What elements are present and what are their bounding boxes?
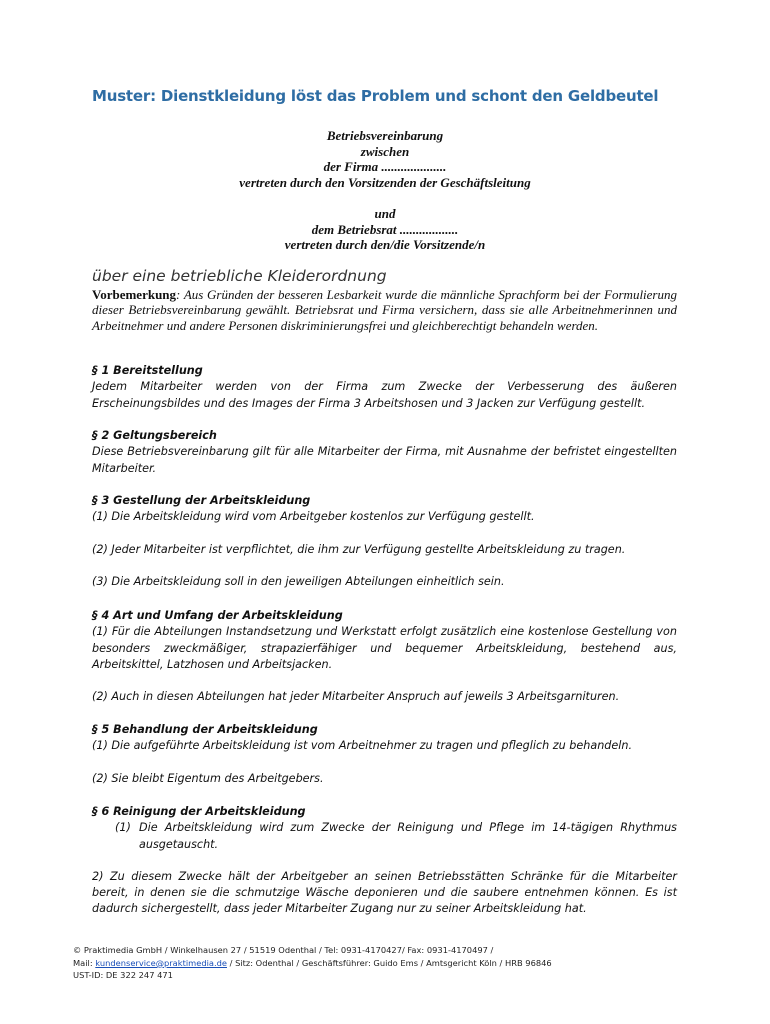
agreement-type: Betriebsvereinbarung (326, 128, 444, 143)
footer-address: © Praktimedia GmbH / Winkelhausen 27 / 51519 Odenthal / Tel: 0931-4170427/ Fax: 0931-4170497 / (73, 945, 494, 955)
between-label: zwischen (360, 143, 410, 159)
section-paragraph: (2) Jeder Mitarbeiter ist verpflichtet, die ihm zur Verfügung gestellte Arbeitskleidung zu tragen. (92, 542, 626, 556)
section-heading: § 2 Geltungsbereich (92, 429, 217, 442)
section-paragraph: Jedem Mitarbeiter werden von der Firma zum Zwecke der Verbesserung des äußeren Erscheinungsbildes und des Images der Firma 3 Arbeitshosen und 3 Jacken zur Verfügung gestellt. (92, 380, 677, 410)
page-footer (73, 944, 552, 982)
preliminary-remark-label: Vorbemerkung (92, 287, 177, 302)
section-paragraph: Diese Betriebsvereinbarung gilt für alle Mitarbeiter der Firma, mit Ausnahme der befristet eingestellten Mitarbeiter. (92, 445, 677, 475)
section-heading: § 5 Behandlung der Arbeitskleidung (92, 723, 318, 736)
section-heading: § 4 Art und Umfang der Arbeitskleidung (92, 609, 343, 622)
section-paragraph: 2) Zu diesem Zwecke hält der Arbeitgeber an seinen Betriebsstätten Schränke für die Mitarbeiter bereit, in denen sie die schmutzige Wäsche deponieren und die saubere entnehmen können. Es ist dadurch sichergestellt, dass jeder Mitarbeiter Zugang nur zu seiner Arbeitskleidung hat. (92, 869, 677, 916)
section-heading: § 1 Bereitstellung (92, 364, 203, 377)
section-heading: § 6 Reinigung der Arbeitskleidung (92, 805, 306, 818)
section-1 (92, 363, 677, 412)
agreement-parties-council (0, 206, 770, 253)
footer-mail-prefix: Mail: (73, 957, 96, 968)
item-text: Die Arbeitskleidung wird zum Zwecke der Reinigung und Pflege im 14-tägigen Rhythmus ausgetauscht. (139, 821, 677, 851)
firm-representative: vertreten durch den Vorsitzenden der Geschäftsleitung (239, 174, 531, 190)
section-4 (92, 608, 677, 705)
section-paragraph: (3) Die Arbeitskleidung soll in den jeweiligen Abteilungen einheitlich sein. (92, 574, 505, 588)
footer-contact (73, 957, 552, 970)
section-paragraph: (2) Sie bleibt Eigentum des Arbeitgebers. (92, 771, 324, 785)
section-paragraph: (2) Auch in diesen Abteilungen hat jeder Mitarbeiter Anspruch auf jeweils 3 Arbeitsgarnituren. (92, 690, 620, 704)
section-3 (92, 493, 677, 590)
section-paragraph: (1) Die aufgeführte Arbeitskleidung ist vom Arbeitnehmer zu tragen und pfleglich zu behandeln. (92, 739, 633, 753)
preliminary-remark (92, 287, 677, 333)
works-council-representative: vertreten durch den/die Vorsitzende/n (284, 237, 486, 252)
footer-mail-link[interactable]: kundenservice@praktimedia.de (95, 957, 227, 968)
footer-vat-id: UST-ID: DE 322 247 471 (73, 970, 173, 981)
section-paragraph: (1) Für die Abteilungen Instandsetzung und Werkstatt erfolgt zusätzlich eine kostenlose Gestellung von besonders zweckmäßiger, strapazierfähiger und bequemer Arbeitskleidung, bestehend aus, Arbeitskittel, Latzhosen und Arbeitsjacken. (92, 625, 677, 671)
firm-name: der Firma .................... (323, 159, 447, 174)
section-6 (92, 804, 677, 918)
section-5 (92, 722, 677, 787)
document-title: Muster: Dienstkleidung löst das Problem und schont den Geldbeutel (92, 87, 659, 105)
agreement-parties-firm (0, 128, 770, 190)
section-paragraph: (1) Die Arbeitskleidung wird vom Arbeitgeber kostenlos zur Verfügung gestellt. (92, 510, 535, 524)
item-number: (1) (115, 821, 131, 835)
section-heading: § 3 Gestellung der Arbeitskleidung (92, 494, 311, 507)
footer-company-info: / Sitz: Odenthal / Geschäftsführer: Guido Ems / Amtsgericht Köln / HRB 96846 (227, 957, 552, 968)
and-label: und (374, 206, 396, 221)
document-subtitle: über eine betriebliche Kleiderordnung (92, 267, 387, 285)
section-2 (92, 428, 677, 477)
preliminary-remark-text: : Aus Gründen der besseren Lesbarkeit wurde die männliche Sprachform bei der Formulierung dieser Betriebsvereinbarung gewählt. Betriebsrat und Firma versichern, dass sie alle Arbeitnehmerinnen und Arbeitnehmer und andere Personen diskriminierungsfrei und gleichberechtigt behandeln werden. (92, 287, 677, 333)
works-council-name: dem Betriebsrat .................. (311, 221, 459, 237)
numbered-item (92, 820, 677, 853)
